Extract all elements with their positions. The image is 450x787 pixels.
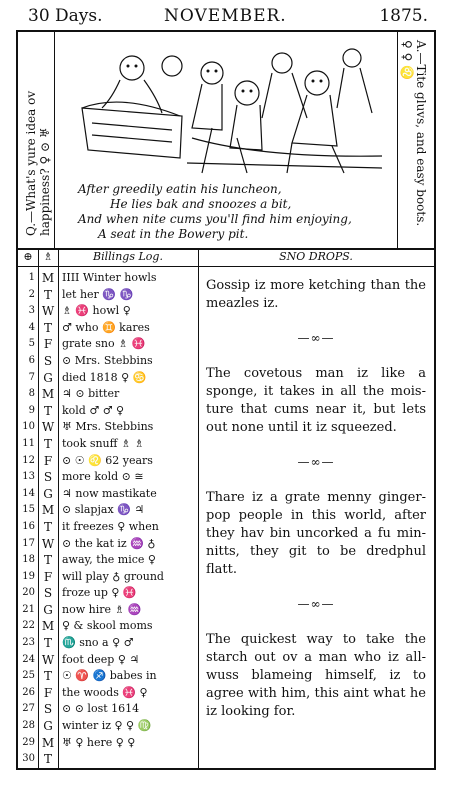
sno-drop-1: Gossip iz more ketching than the meazles iz. <box>206 278 426 311</box>
weekday-letter: W <box>41 304 55 319</box>
day-number: 19 <box>22 570 35 582</box>
day-number: 9 <box>28 404 35 416</box>
log-line: ♅ ♀ here ♀ ♀ <box>62 735 136 749</box>
year: 1875. <box>379 6 428 26</box>
day-number: 6 <box>28 354 35 366</box>
day-number: 29 <box>22 736 35 748</box>
day-number: 25 <box>22 670 35 682</box>
weekday-letter: G <box>43 602 53 617</box>
question-line-2: happiness? ♀ ⊙ ♅ <box>38 127 52 236</box>
weekday-letter: T <box>43 519 52 534</box>
log-line: kold ♂ ♂ ♀ <box>62 403 125 417</box>
month-title: NOVEMBER. <box>164 6 287 26</box>
day-number: 23 <box>22 637 35 649</box>
day-number: 1 <box>28 272 35 283</box>
page-header <box>28 4 428 30</box>
weekday-letter: M <box>41 503 55 518</box>
weekday-letter: W <box>41 536 55 551</box>
caption-line-1: After greedily eatin his luncheon, <box>78 182 282 196</box>
day-number: 16 <box>22 520 35 532</box>
day-number: 30 <box>22 753 35 765</box>
log-line: ⊙ ⊙ lost 1614 <box>62 702 140 716</box>
weekday-letter: G <box>43 486 53 501</box>
log-line: now hire ♗ ♒ <box>62 602 142 616</box>
weekday-letter: G <box>43 370 53 385</box>
log-line: will play ♁ ground <box>62 569 164 583</box>
sno-drops-header: SNO DROPS. <box>198 248 434 267</box>
day-number: 17 <box>22 537 35 549</box>
log-line: ⊙ ☉ ♌ 62 years <box>62 453 153 467</box>
day-number: 4 <box>28 321 35 333</box>
weekday-letter: M <box>41 387 55 402</box>
weekday-letter: T <box>43 636 52 651</box>
weekday-letter: W <box>41 652 55 667</box>
caption-line-2: He lies bak and snoozes a bit, <box>110 197 292 211</box>
log-line: winter iz ♀ ♀ ♍ <box>62 719 152 733</box>
question-line-1: Q.—What's yure idea ov <box>24 90 38 236</box>
day-number: 24 <box>22 653 35 665</box>
day-number: 7 <box>28 371 35 383</box>
weekday-letter: F <box>43 337 53 352</box>
log-line: it freezes ♀ when <box>62 519 159 533</box>
log-line: ♃ ⊙ bitter <box>62 387 120 401</box>
log-line: more kold ⊙ ≅ <box>62 470 144 484</box>
log-line: let her ♑ ♑ <box>62 287 134 301</box>
weekday-column <box>38 248 59 768</box>
billings-log-header: Billings Log. <box>58 248 198 267</box>
separator-ornament: —∞— <box>297 331 335 345</box>
answer-line-2: ♀ ♀ ♌ <box>400 40 414 81</box>
log-line: froze up ♀ ♓ <box>62 586 137 600</box>
day-number: 27 <box>22 703 35 715</box>
day-number: 15 <box>22 504 35 516</box>
day-number: 22 <box>22 620 35 632</box>
day-number: 18 <box>22 554 35 566</box>
log-line: ♅ Mrs. Stebbins <box>62 420 154 434</box>
log-line: away, the mice ♀ <box>62 553 156 567</box>
weekday-letter: G <box>43 719 53 734</box>
weekday-letter: T <box>43 669 52 684</box>
day-number: 10 <box>22 421 35 433</box>
log-line: ☉ ♈ ♐ babes in <box>62 669 157 683</box>
weekday-letter: S <box>43 470 53 485</box>
sno-drop-2: The covetous man iz like a sponge, it takes in all the mois-ture that cums near it, but lets out none until it iz squeezed. <box>206 366 426 435</box>
weekday-letter: W <box>41 420 55 435</box>
day-number-column <box>18 248 39 768</box>
log-line: ♗ ♓ howl ♀ <box>62 304 131 318</box>
separator-ornament: —∞— <box>297 455 335 469</box>
days-count: 30 Days. <box>28 6 103 26</box>
weekday-letter: F <box>43 453 53 468</box>
theatre-illustration <box>62 38 390 176</box>
weekday-letter: M <box>41 271 55 285</box>
illustration-panel <box>18 32 434 250</box>
caption-line-4: A seat in the Bowery pit. <box>98 227 249 241</box>
caption-line-3: And when nite cums you'll find him enjoying, <box>78 212 352 226</box>
weekday-letter: T <box>43 287 52 302</box>
day-number: 26 <box>22 686 35 698</box>
day-number: 20 <box>22 587 35 599</box>
weekday-letter: T <box>43 752 52 767</box>
day-column-header: ⊕ <box>18 248 38 267</box>
illustration-caption <box>78 182 378 242</box>
weekday-letter: T <box>43 553 52 568</box>
weekday-letter: T <box>43 320 52 335</box>
weekday-letter: T <box>43 436 52 451</box>
log-line: ⊙ slapjax ♑ ♃ <box>62 503 145 517</box>
log-line <box>58 751 198 768</box>
billings-log-column <box>58 248 199 768</box>
log-line: ♀ & skool moms <box>62 619 153 633</box>
log-line: ⊙ the kat iz ♒ ♁ <box>62 536 156 550</box>
day-number: 2 <box>28 288 35 300</box>
weekday-letter: M <box>41 619 55 634</box>
sno-drop-3: Thare iz a grate menny ginger-pop people in this world, after they hav bin uncorked a fu min-nitts, they git to be dredphul flatt. <box>206 490 426 577</box>
day-number: 21 <box>22 603 35 615</box>
log-line: IIII Winter howls <box>62 271 157 284</box>
separator-ornament: —∞— <box>297 597 335 611</box>
day-number: 8 <box>28 388 35 400</box>
question-strip <box>18 32 55 248</box>
answer-strip <box>397 32 434 248</box>
weekday-letter: S <box>43 702 53 717</box>
log-line: the woods ♓ ♀ <box>62 685 148 699</box>
sno-drops-body <box>198 267 434 721</box>
day-number: 28 <box>22 720 35 732</box>
sno-drop-4: The quickest way to take the starch out ov a man who iz all-wuss blameing himself, iz to agree with him, this aint what he iz looking for. <box>206 632 426 719</box>
log-line: took snuff ♗ ♗ <box>62 436 145 450</box>
day-number: 5 <box>28 338 35 350</box>
calendar-table <box>18 248 434 768</box>
log-line: foot deep ♀ ♃ <box>62 652 140 666</box>
day-number: 14 <box>22 487 35 499</box>
weekday-letter: S <box>43 353 53 368</box>
day-number: 12 <box>22 454 35 466</box>
calendar-page <box>16 30 436 770</box>
weekday-letter: M <box>41 735 55 750</box>
day-number: 13 <box>22 471 35 483</box>
log-line: ⊙ Mrs. Stebbins <box>62 353 153 367</box>
sno-drops-column <box>198 248 434 768</box>
answer-line-1: A.—Tite gluvs, and easy boots. <box>414 40 428 227</box>
weekday-letter: T <box>43 403 52 418</box>
weekday-letter: S <box>43 586 53 601</box>
day-number: 11 <box>22 437 35 449</box>
log-line: ♃ now mastikate <box>62 486 157 500</box>
log-line: ♂ who ♊ kares <box>62 320 150 334</box>
weekday-column-header: ♗ <box>38 248 58 267</box>
weekday-letter: F <box>43 685 53 700</box>
log-line: died 1818 ♀ ♋ <box>62 370 147 384</box>
log-line: ♏ sno a ♀ ♂ <box>62 636 134 650</box>
log-line: grate sno ♗ ♓ <box>62 337 146 351</box>
day-number: 3 <box>28 305 35 317</box>
weekday-letter: F <box>43 569 53 584</box>
